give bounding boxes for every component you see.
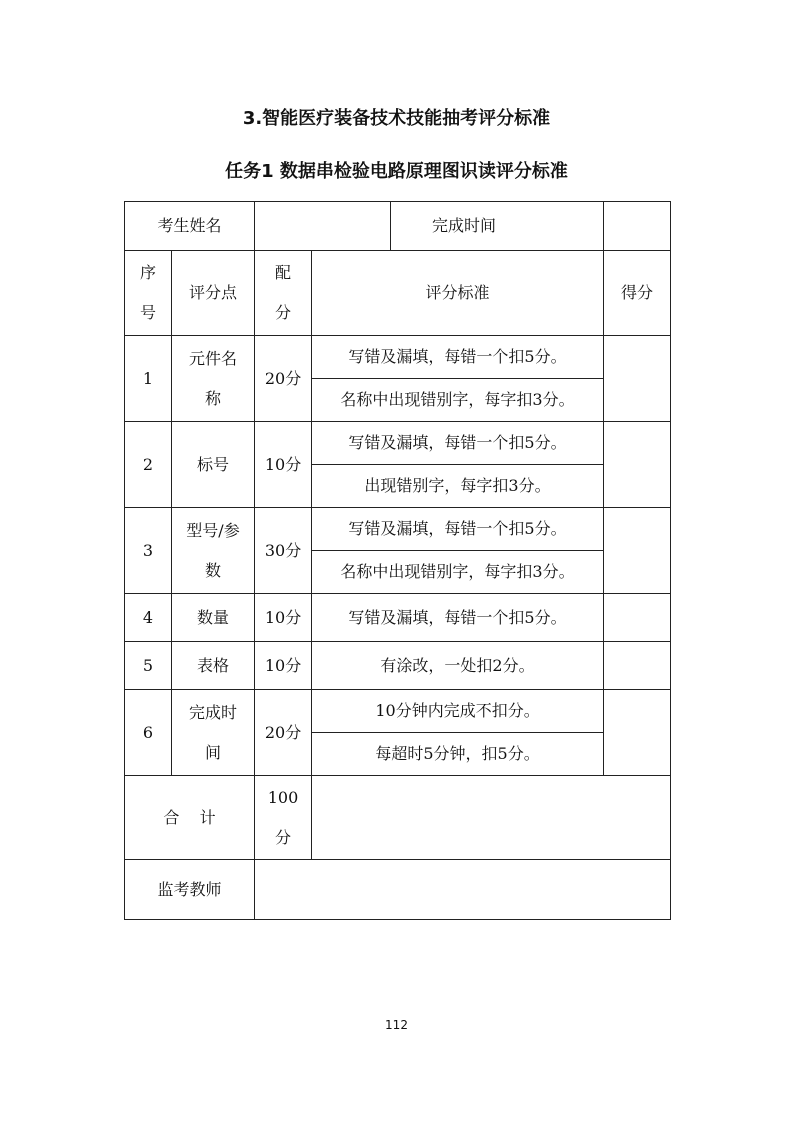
item-score: 20分 — [255, 336, 312, 422]
examinee-name-label: 考生姓名 — [125, 202, 255, 251]
item-point: 元件名 称 — [172, 336, 255, 422]
item-point: 型号/参 数 — [172, 508, 255, 594]
finish-time-label: 完成时间 — [391, 202, 604, 251]
item-score: 30分 — [255, 508, 312, 594]
item-criterion: 名称中出现错别字，每字扣3分。 — [312, 551, 604, 594]
table-row — [125, 690, 671, 733]
header-score: 配 分 — [255, 251, 312, 336]
finish-time-value — [604, 202, 671, 251]
item-got-score — [604, 508, 671, 594]
item-score: 10分 — [255, 594, 312, 642]
item-got-score — [604, 422, 671, 508]
item-seq: 2 — [125, 422, 172, 508]
header-criteria: 评分标准 — [312, 251, 604, 336]
examinee-name-value — [255, 202, 391, 251]
supervisor-label: 监考教师 — [125, 860, 255, 920]
item-point: 完成时 间 — [172, 690, 255, 776]
total-label: 合 计 — [125, 776, 255, 860]
table-row — [125, 594, 671, 642]
total-score: 100 分 — [255, 776, 312, 860]
header-scoring-point: 评分点 — [172, 251, 255, 336]
item-score: 10分 — [255, 642, 312, 690]
table-row — [125, 422, 671, 465]
item-criterion: 10分钟内完成不扣分。 — [312, 690, 604, 733]
item-seq: 4 — [125, 594, 172, 642]
item-criterion: 写错及漏填，每错一个扣5分。 — [312, 594, 604, 642]
table-row — [125, 508, 671, 551]
scoring-table — [124, 201, 671, 920]
item-got-score — [604, 336, 671, 422]
item-got-score — [604, 690, 671, 776]
item-point: 数量 — [172, 594, 255, 642]
item-score: 20分 — [255, 690, 312, 776]
item-criterion: 有涂改，一处扣2分。 — [312, 642, 604, 690]
item-seq: 1 — [125, 336, 172, 422]
document-title: 3.智能医疗装备技术技能抽考评分标准 — [242, 108, 551, 129]
item-criterion: 出现错别字，每字扣3分。 — [312, 465, 604, 508]
item-criterion: 写错及漏填，每错一个扣5分。 — [312, 508, 604, 551]
item-criterion: 名称中出现错别字，每字扣3分。 — [312, 379, 604, 422]
item-criterion: 写错及漏填，每错一个扣5分。 — [312, 422, 604, 465]
item-seq: 6 — [125, 690, 172, 776]
header-got-score: 得分 — [604, 251, 671, 336]
item-criterion: 每超时5分钟，扣5分。 — [312, 733, 604, 776]
supervisor-value — [255, 860, 671, 920]
item-got-score — [604, 642, 671, 690]
task-title: 任务1 数据串检验电路原理图识读评分标准 — [225, 161, 568, 182]
item-criterion: 写错及漏填，每错一个扣5分。 — [312, 336, 604, 379]
header-seq: 序 号 — [125, 251, 172, 336]
item-seq: 3 — [125, 508, 172, 594]
item-seq: 5 — [125, 642, 172, 690]
table-row — [125, 336, 671, 379]
table-row — [125, 642, 671, 690]
item-point: 标号 — [172, 422, 255, 508]
page-number: 112 — [385, 1018, 408, 1032]
item-point: 表格 — [172, 642, 255, 690]
item-got-score — [604, 594, 671, 642]
item-score: 10分 — [255, 422, 312, 508]
total-got-score — [312, 776, 671, 860]
